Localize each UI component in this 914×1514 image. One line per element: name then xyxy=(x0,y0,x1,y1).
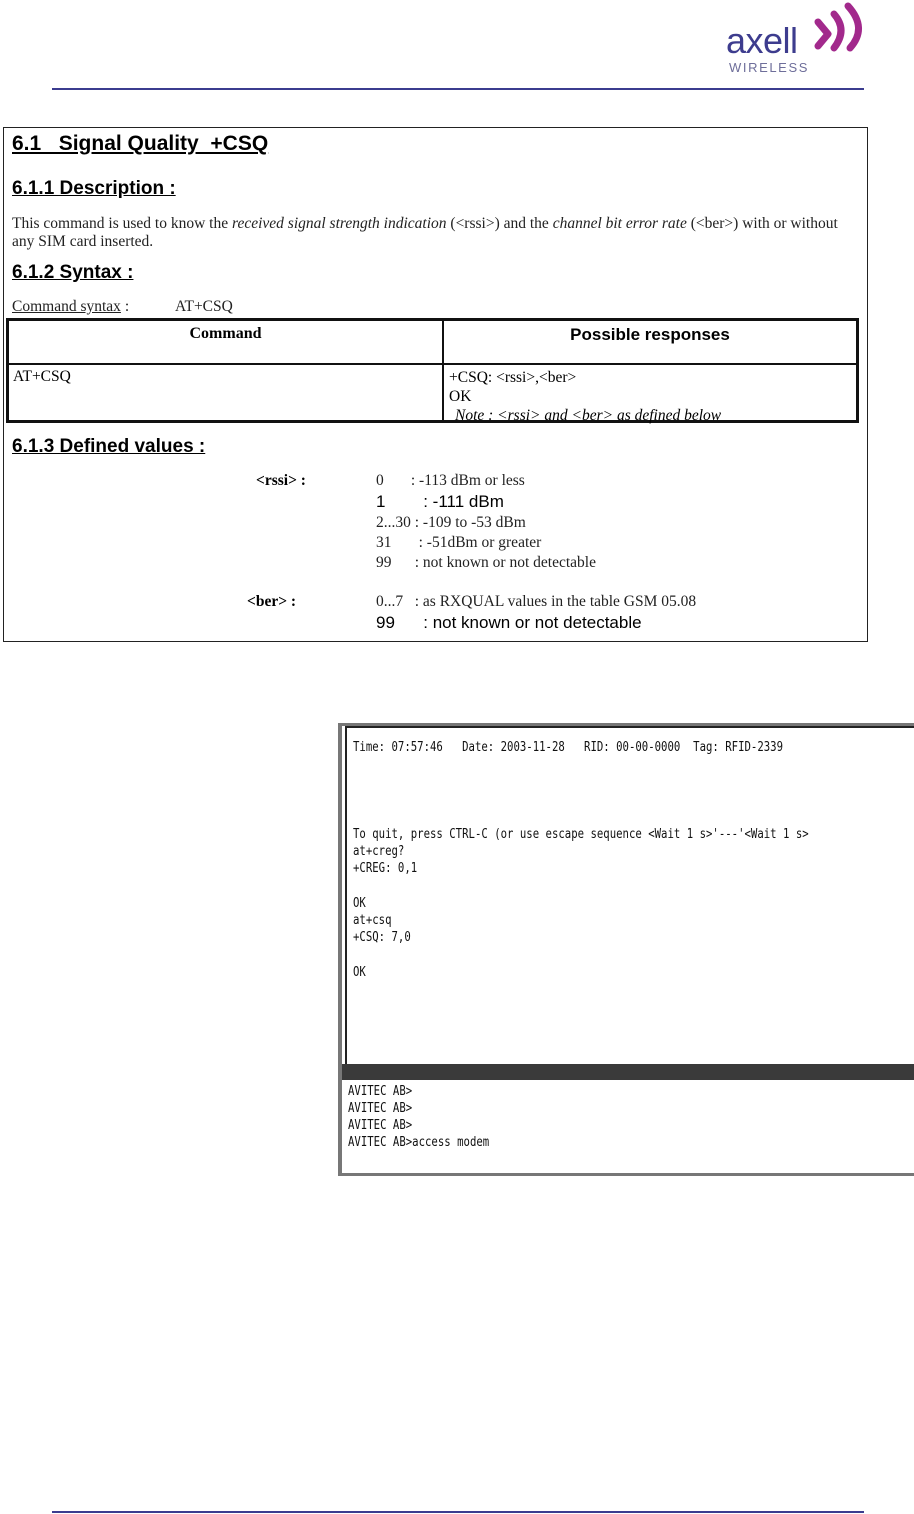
command-table xyxy=(6,318,859,423)
terminal-divider-bar xyxy=(342,1064,914,1080)
description-heading: 6.1.1 Description : xyxy=(12,178,176,199)
rssi-value: 2...30 : -109 to -53 dBm xyxy=(376,514,526,531)
terminal-output xyxy=(345,726,914,1065)
ber-value: 99 : not known or not detectable xyxy=(376,613,642,632)
syntax-heading: 6.1.2 Syntax : xyxy=(12,262,134,283)
command-syntax: Command syntax : AT+CSQ xyxy=(12,298,233,315)
syntax-value: AT+CSQ xyxy=(175,298,233,315)
rssi-value: 0 : -113 dBm or less xyxy=(376,472,525,489)
terminal-line: To quit, press CTRL-C (or use escape sequence <Wait 1 s>'---'<Wait 1 s> xyxy=(353,827,809,842)
terminal-line: +CREG: 0,1 xyxy=(353,861,418,876)
section-title: 6.1 Signal Quality +CSQ xyxy=(12,132,269,155)
table-header-command: Command xyxy=(189,325,262,342)
table-cell-command: AT+CSQ xyxy=(13,368,71,385)
rssi-value: 1 : -111 dBm xyxy=(376,492,504,511)
description-text: This command is used to know the received signal strength indication (<rssi>) and the channel bit error rate (<ber>) with or without any SIM card inserted. xyxy=(12,215,838,250)
logo-brand: axell xyxy=(726,20,798,61)
table-header-responses: Possible responses xyxy=(570,325,730,344)
footer-rule xyxy=(52,1511,864,1513)
rssi-value: 31 : -51dBm or greater xyxy=(376,534,542,551)
header-rule xyxy=(52,88,864,90)
terminal-line: at+csq xyxy=(353,913,392,928)
terminal-prompt-line: AVITEC AB> xyxy=(348,1118,413,1133)
terminal-line: at+creg? xyxy=(353,844,405,859)
company-logo xyxy=(726,2,876,78)
terminal-prompt-line: AVITEC AB> xyxy=(348,1101,413,1116)
ber-value: 0...7 : as RXQUAL values in the table GSM 05.08 xyxy=(376,593,697,610)
defined-values-heading: 6.1.3 Defined values : xyxy=(12,436,206,457)
logo-subtitle: WIRELESS xyxy=(729,60,809,75)
terminal-line: OK xyxy=(353,896,366,911)
terminal-line: OK xyxy=(353,965,366,980)
spec-excerpt xyxy=(3,127,868,642)
terminal-status-line: Time: 07:57:46 Date: 2003-11-28 RID: 00-00-0000 Tag: RFID-2339 xyxy=(353,740,784,755)
terminal-window xyxy=(338,723,914,1176)
table-cell-responses: +CSQ: <rssi>,<ber> OK Note : <rssi> and <ber> as defined below xyxy=(449,369,722,424)
terminal-line: +CSQ: 7,0 xyxy=(353,930,411,945)
ber-label: <ber> : xyxy=(247,593,297,610)
logo-wave-icon xyxy=(810,2,872,52)
rssi-value: 99 : not known or not detectable xyxy=(376,554,596,571)
terminal-prompt-line: AVITEC AB> xyxy=(348,1084,413,1099)
terminal-prompt-line: AVITEC AB>access modem xyxy=(348,1135,490,1150)
rssi-label: <rssi> : xyxy=(256,472,306,489)
